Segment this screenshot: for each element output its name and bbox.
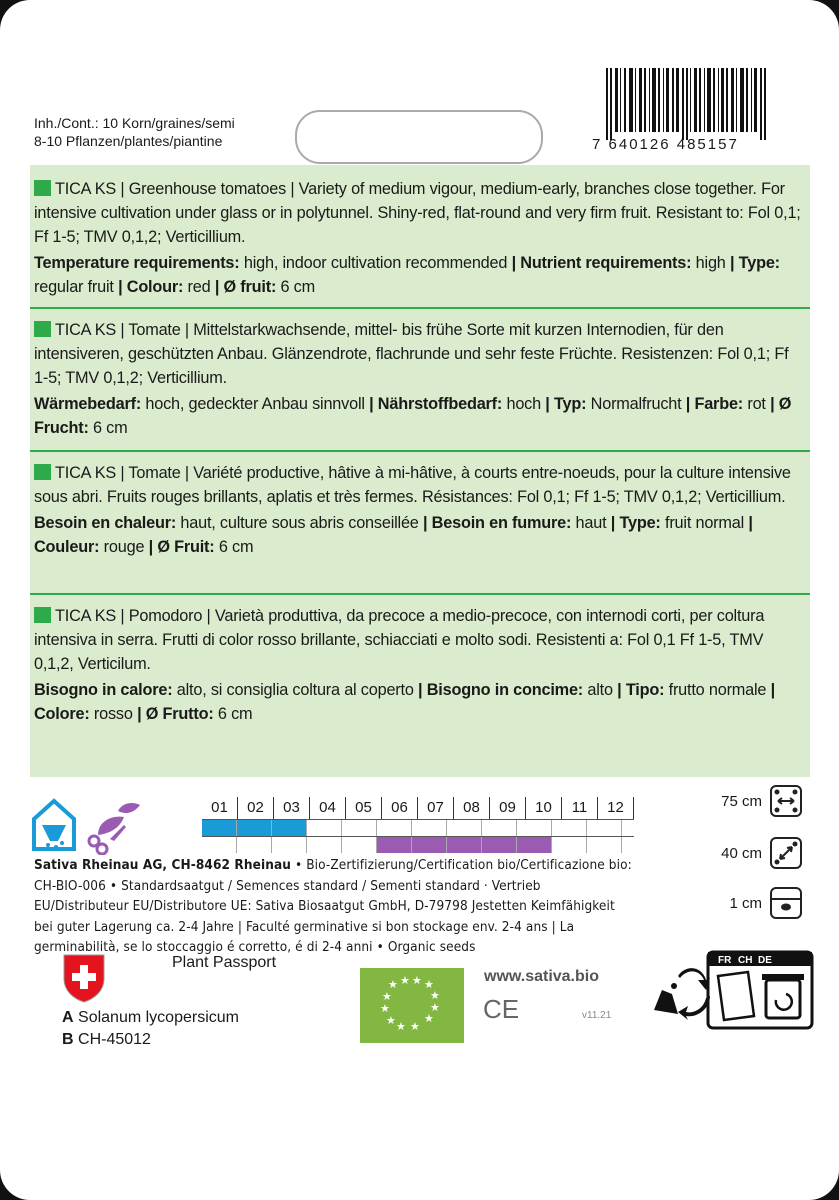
calendar-month: 03 [274,797,310,819]
attr-value: 6 cm [214,538,254,556]
description-de [34,318,804,440]
attr-key: | Besoin en fumure: [423,514,572,532]
attr-value: high [691,254,730,272]
section-divider [30,307,810,309]
harvest-cell [517,837,552,853]
attr-value: hoch, gedeckter Anbau sinnvoll [141,395,370,413]
attr-value: alto [583,681,618,699]
calendar-month: 10 [526,797,562,819]
calendar-month: 01 [202,797,238,819]
calendar-row-harvest [202,836,634,853]
svg-text:★: ★ [430,1001,440,1014]
plant-distance-icon [770,837,802,869]
calendar-legend [28,795,158,860]
attr-key: | Nährstoffbedarf: [369,395,503,413]
calendar-row-sowing [202,819,634,836]
section-divider [30,450,810,452]
intro-text: TICA KS | Greenhouse tomatoes | Variety of medium vigour, medium-early, branches close together. For intensive cultivation under glass or in polytunnel. Shiny-red, flat-round and very firm fruit. Resistant to: Fol 0,1; Ff 1-5; TMV 0,1,2; Verticillium. [34,180,801,246]
harvest-cell [377,837,412,853]
attr-value: rosso [89,705,138,723]
passport-a-value: Solanum lycopersicum [78,1009,239,1026]
row-distance-icon [770,785,802,817]
attr-key: | Ø fruit: [214,278,277,296]
packet-icon [718,972,754,1020]
green-square-icon [34,607,51,623]
attr-value: rot [743,395,771,413]
harvest-cell [307,837,342,853]
attr-value: Normalfrucht [586,395,686,413]
calendar-month: 06 [382,797,418,819]
attr-key: | Tipo: [617,681,665,699]
harvest-cell [447,837,482,853]
attr-value: 6 cm [213,705,253,723]
calendar-month: 05 [346,797,382,819]
description-en [34,177,804,299]
harvest-cell [482,837,517,853]
sowing-cell [412,820,447,836]
triman-icon [654,968,710,1020]
intro-text: TICA KS | Tomate | Variété productive, hâtive à mi-hâtive, à courts entre-noeuds, pour la culture intensive sous abri. Fruits rouges brillants, aplatis et très fermes. Résistances: Fol 0,1; Ff 1-5; TMV 0,1,2; Verticillium. [34,464,791,506]
calendar-month: 04 [310,797,346,819]
company-text: • Bio-Zertifizierung/Certification bio/Certificazione bio: CH-BIO-006 • Standardsaatgut / Semences standard / Sementi standard · Vertrieb EU/Distributeur EU/Distributore UE: Sativa Biosaatgut GmbH, D-79798 Jestetten Keimfähigkeit bei guter Lagerung ca. 2-4 Jahre | Faculté germinative si bon stockage env. 2-4 ans | La germinabilità, se lo stoccaggio é corretto, é di 2-4 anni • Organic seeds [34,857,632,955]
svg-text:★: ★ [400,974,410,987]
calendar-month: 09 [490,797,526,819]
attr-value: 6 cm [88,419,128,437]
website-link[interactable]: www.sativa.bio [484,968,599,985]
sowing-cell [307,820,342,836]
sowing-cell [587,820,622,836]
attr-value: fruit normal [660,514,749,532]
harvest-cell [412,837,447,853]
svg-text:★: ★ [388,978,398,991]
intro-text: TICA KS | Pomodoro | Varietà produttiva, da precoce a medio-precoce, con internodi corti, per coltura intensiva in serra. Frutti di color rosso brillante, schiacciati e molto sodi. Resistenti a: Fol 0,1 Ff 1-5, TMV 0,1,2, Verticilum. [34,607,765,673]
attr-value: alto, si consiglia coltura al coperto [172,681,419,699]
attributes-line [34,251,804,299]
bin-icon [762,974,804,1018]
plant-passport-title: Plant Passport [172,954,277,971]
attr-key: | Couleur: [34,514,753,556]
recycle-country: CH [738,955,753,966]
svg-text:★: ★ [382,990,392,1003]
content-line-2: 8-10 Pflanzen/plantes/piantine [34,133,223,149]
attr-value: rouge [99,538,149,556]
barcode-icon [606,68,766,140]
calendar-months [202,797,634,819]
attr-value: haut, culture sous abris conseillée [176,514,423,532]
sowing-cell [482,820,517,836]
attr-key: | Type: [610,514,661,532]
green-square-icon [34,464,51,480]
version-label: v11.21 [582,1010,612,1021]
plant-passport-details [62,1007,239,1051]
harvest-cell [237,837,272,853]
passport-b-label: B [62,1031,74,1048]
attr-key: Besoin en chaleur: [34,514,177,532]
svg-text:★: ★ [396,1020,406,1033]
attr-key: | Colour: [118,278,184,296]
attr-key: Temperature requirements: [34,254,240,272]
svg-text:★: ★ [424,1012,434,1025]
attr-value: frutto normale [664,681,771,699]
attr-value: regular fruit [34,278,119,296]
sowing-cell [342,820,377,836]
attr-value: high, indoor cultivation recommended [239,254,512,272]
attr-value: red [183,278,215,296]
harvest-cell [552,837,587,853]
sowing-cell [377,820,412,836]
svg-text:★: ★ [380,1002,390,1015]
green-square-icon [34,180,51,196]
attr-key: | Farbe: [685,395,744,413]
attr-key: | Typ: [545,395,587,413]
row-distance-label: 75 cm [721,792,762,810]
svg-text:★: ★ [424,978,434,991]
green-square-icon [34,321,51,337]
plant-distance-label: 40 cm [721,844,762,862]
description-panel [30,165,810,777]
attr-key: Wärmebedarf: [34,395,142,413]
company-info [34,855,634,958]
calendar-month: 12 [598,797,634,819]
svg-text:★: ★ [430,989,440,1002]
content-info [34,114,235,150]
intro-text: TICA KS | Tomate | Mittelstarkwachsende, mittel- bis frühe Sorte mit kurzen Internodien, für den intensiveren, geschützten Anbau. Glänzendrote, flachrunde und sehr feste Früchte. Resistenzen: Fol 0,1; Ff 1-5; TMV 0,1,2; Verticillium. [34,321,789,387]
sowing-cell [272,820,307,836]
swiss-shield-icon [62,953,106,1003]
attr-key: | Ø Fruit: [148,538,215,556]
recycle-country: FR [718,955,732,966]
harvest-scissors-icon [89,803,140,854]
sowing-calendar [202,797,634,853]
attr-value: haut [571,514,611,532]
calendar-month: 11 [562,797,598,819]
svg-text:★: ★ [412,974,422,987]
passport-b-value: CH-45012 [78,1031,151,1048]
sowing-cell [552,820,587,836]
eu-organic-leaf-logo [360,968,464,1043]
sowing-depth-label: 1 cm [729,894,762,912]
row-distance [700,785,820,817]
attr-key: | Type: [730,254,780,272]
description-it [34,604,804,726]
harvest-cell [272,837,307,853]
attr-key: | Ø Frutto: [137,705,214,723]
sowing-depth-icon [770,887,802,919]
barcode-number: 7 640126 485157 [592,136,739,153]
recycling-info-icon [648,950,818,1030]
sowing-cell [237,820,272,836]
harvest-cell [342,837,377,853]
svg-text:★: ★ [386,1014,396,1027]
attr-value: 6 cm [276,278,315,296]
sowing-cell [447,820,482,836]
section-divider [30,593,810,595]
attributes-line [34,511,804,559]
attributes-line [34,678,804,726]
attr-key: | Ø Frucht: [34,395,792,437]
attr-key: | Nutrient requirements: [511,254,692,272]
attr-key: | Bisogno in concime: [418,681,584,699]
plant-distance [700,837,820,869]
attr-value: hoch [502,395,546,413]
calendar-month: 08 [454,797,490,819]
calendar-month: 07 [418,797,454,819]
greenhouse-sowing-icon [28,795,158,855]
recycle-country: DE [758,955,772,966]
calendar-month: 02 [238,797,274,819]
sowing-depth [700,887,820,919]
attr-key: Bisogno in calore: [34,681,173,699]
harvest-cell [587,837,622,853]
hanger-hole [295,110,543,164]
passport-a-label: A [62,1009,74,1026]
harvest-cell [202,837,237,853]
ce-mark: CE [483,994,520,1024]
sowing-cell [202,820,237,836]
description-fr [34,461,804,559]
svg-text:★: ★ [410,1020,420,1033]
content-line-1: Inh./Cont.: 10 Korn/graines/semi [34,115,235,131]
attributes-line [34,392,804,440]
company-name: Sativa Rheinau AG, CH-8462 Rheinau [34,857,292,873]
attr-key: | Colore: [34,681,775,723]
sowing-cell [517,820,552,836]
